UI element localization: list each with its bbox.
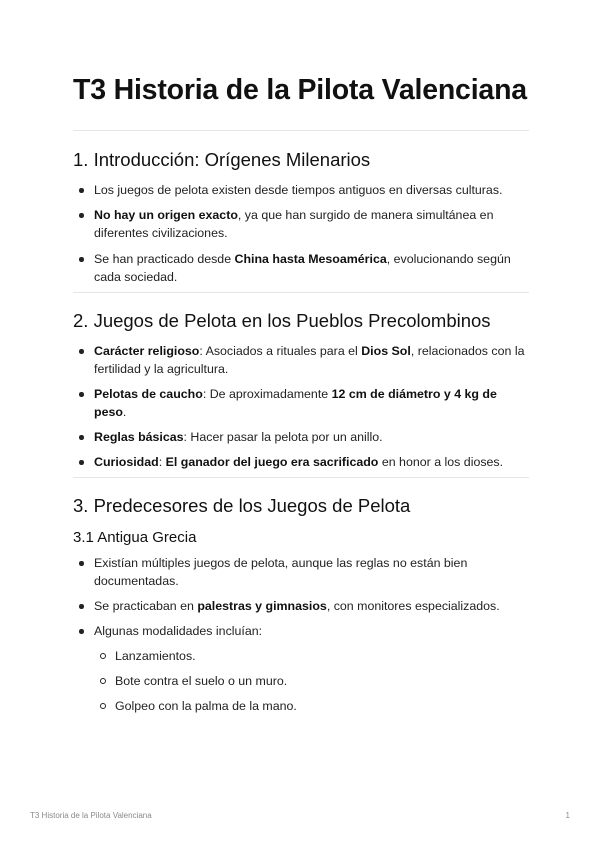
footer-title: T3 Historia de la Pilota Valenciana xyxy=(30,811,152,820)
item-text: . xyxy=(122,405,127,419)
page-number: 1 xyxy=(565,811,570,820)
list-item xyxy=(73,342,529,378)
item-text: Los juegos de pelota existen desde tiempos antiguos en diversas culturas. xyxy=(94,183,503,197)
section-divider xyxy=(73,292,529,293)
circle-bullet-icon xyxy=(100,703,106,709)
list-item xyxy=(73,554,529,590)
item-text: : De aproximadamente xyxy=(202,387,332,401)
sub-list-item xyxy=(73,647,529,665)
bullet-icon xyxy=(79,213,84,218)
bullet-icon xyxy=(79,188,84,193)
section-divider xyxy=(73,477,529,478)
circle-bullet-icon xyxy=(100,653,106,659)
circle-bullet-icon xyxy=(100,678,106,684)
item-text: : Hacer pasar la pelota por un anillo. xyxy=(183,430,383,444)
bold-text: palestras y gimnasios xyxy=(197,599,327,613)
list-item xyxy=(73,622,529,640)
section-precolombinos xyxy=(73,309,529,478)
bullet-icon xyxy=(79,629,84,634)
bullet-icon xyxy=(79,392,84,397)
sub-list-item xyxy=(73,672,529,690)
list-item xyxy=(73,206,529,242)
bold-text: 12 cm de diámetro y 4 kg de peso xyxy=(94,387,497,419)
item-text: Golpeo con la palma de la mano. xyxy=(115,699,297,713)
item-text: Se practicaban en xyxy=(94,599,198,613)
subsection-heading: 3.1 Antigua Grecia xyxy=(73,529,197,546)
sub-list-item xyxy=(73,697,529,715)
bullet-icon xyxy=(79,561,84,566)
section-heading: 1. Introducción: Orígenes Milenarios xyxy=(73,149,371,170)
bullet-icon xyxy=(79,604,84,609)
bullet-icon xyxy=(79,349,84,354)
item-text: : xyxy=(158,455,166,469)
list-item xyxy=(73,453,529,471)
bold-text: Reglas básicas xyxy=(94,430,184,444)
item-text: Se han practicado desde xyxy=(94,252,235,266)
item-text: Algunas modalidades incluían: xyxy=(94,624,263,638)
section-heading: 2. Juegos de Pelota en los Pueblos Precolombinos xyxy=(73,310,491,331)
item-text: Lanzamientos. xyxy=(115,649,196,663)
item-text: , ya que han surgido de manera simultánea en diferentes civilizaciones. xyxy=(94,208,494,240)
list-item xyxy=(73,181,529,199)
list-item xyxy=(73,597,529,615)
page-content xyxy=(73,72,529,715)
item-text: en honor a los dioses. xyxy=(378,455,504,469)
bold-text: Pelotas de caucho xyxy=(94,387,203,401)
item-text: , con monitores especializados. xyxy=(326,599,500,613)
bold-text: Carácter religioso xyxy=(94,344,200,358)
list-item xyxy=(73,250,529,286)
list-item xyxy=(73,385,529,421)
bullet-icon xyxy=(79,460,84,465)
bold-text: No hay un origen exacto xyxy=(94,208,238,222)
list-item xyxy=(73,428,529,446)
bold-text: El ganador del juego era sacrificado xyxy=(165,455,379,469)
bold-text: China hasta Mesoamérica xyxy=(234,252,387,266)
bullet-list xyxy=(73,181,529,286)
section-predecesores xyxy=(73,494,529,715)
item-text: , relacionados con la fertilidad y la agricultura. xyxy=(94,344,525,376)
bold-text: Curiosidad xyxy=(94,455,159,469)
bullet-list xyxy=(73,554,529,715)
item-text: Existían múltiples juegos de pelota, aunque las reglas no están bien documentadas. xyxy=(94,556,468,588)
page-footer xyxy=(30,811,570,820)
bold-text: Dios Sol xyxy=(361,344,411,358)
item-text: , evolucionando según cada sociedad. xyxy=(94,252,511,284)
item-text: : Asociados a rituales para el xyxy=(199,344,362,358)
bullet-icon xyxy=(79,257,84,262)
bullet-list xyxy=(73,342,529,471)
bullet-icon xyxy=(79,435,84,440)
section-introduccion xyxy=(73,148,529,293)
item-text: Bote contra el suelo o un muro. xyxy=(115,674,288,688)
section-heading: 3. Predecesores de los Juegos de Pelota xyxy=(73,495,411,516)
title-divider xyxy=(73,130,529,131)
page-title: T3 Historia de la Pilota Valenciana xyxy=(73,74,527,106)
